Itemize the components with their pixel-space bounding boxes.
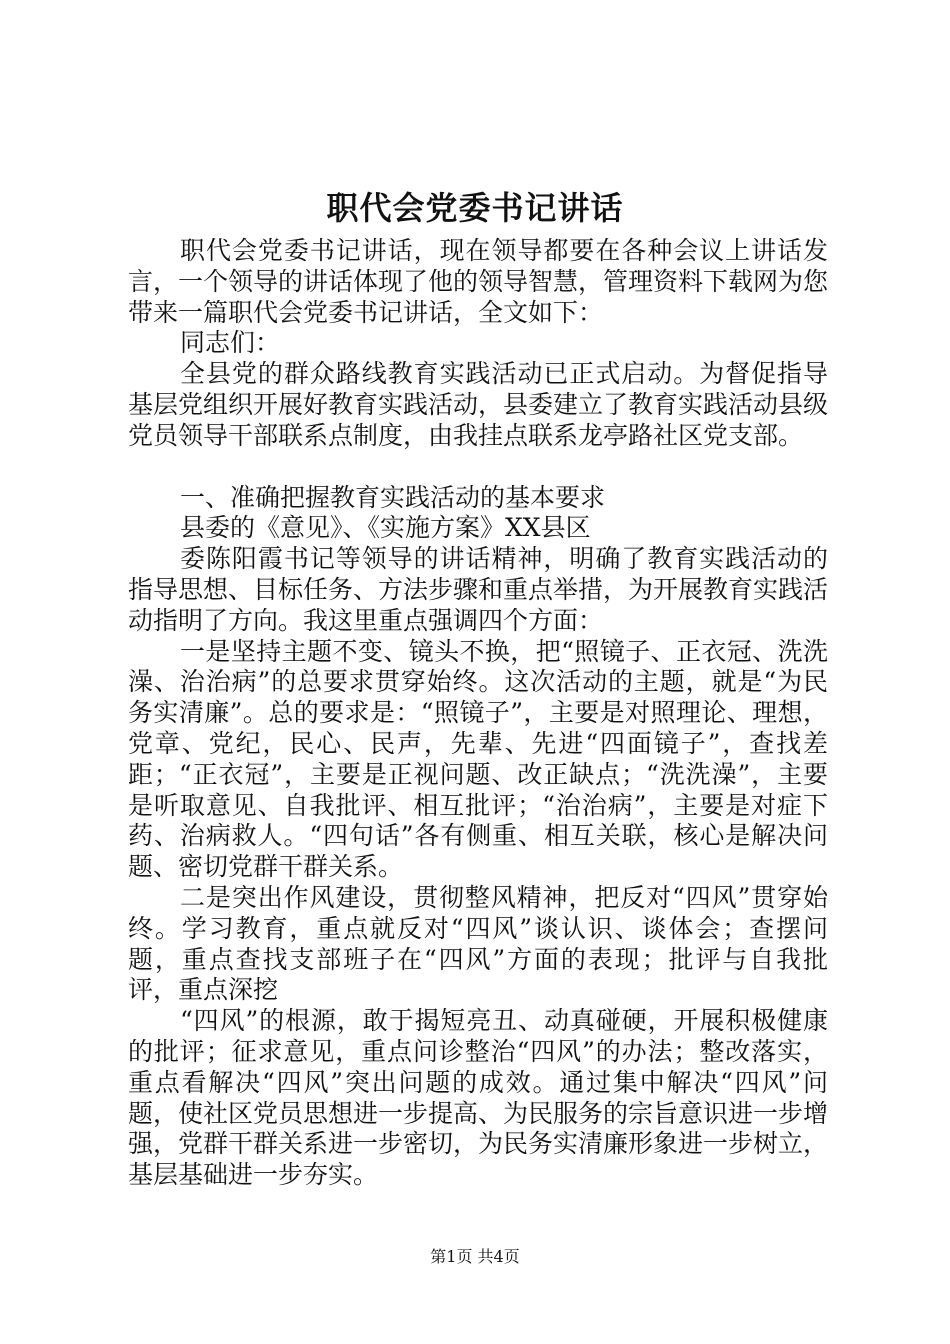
paragraph-point-2-continued: “四风”的根源，敢于揭短亮丑、动真碰硬，开展积极健康的批评；征求意见，重点问诊整治“四风”的办法；整改落实，重点看解决“四风”突出问题的成效。通过集中解决“四风”问题，使社区党员思想进一步提高、为民服务的宗旨意识进一步增强，党群干群关系进一步密切，为民务实清廉形象进一步树立，基层基础进一步夯实。	[128, 1006, 829, 1190]
document-body	[128, 236, 828, 1191]
paragraph-guidance: 委陈阳霞书记等领导的讲话精神，明确了教育实践活动的指导思想、目标任务、方法步骤和重点举措，为开展教育实践活动指明了方向。我这里重点强调四个方面：	[128, 544, 829, 635]
paragraph-point-1: 一是坚持主题不变、镜头不换，把“照镜子、正衣冠、洗洗澡、治治病”的总要求贯穿始终。这次活动的主题，就是“为民务实清廉”。总的要求是：“照镜子”，主要是对照理论、理想，党章、党纪，民心、民声，先辈、先进“四面镜子”，查找差距；“正衣冠”，主要是正视问题、改正缺点；“洗洗澡”，主要是听取意见、自我批评、相互批评；“治治病”，主要是对症下药、治病救人。“四句话”各有侧重、相互关联，核心是解决问题、密切党群干群关系。	[128, 636, 828, 882]
paragraph-intro: 职代会党委书记讲话，现在领导都要在各种会议上讲话发言，一个领导的讲话体现了他的领导智慧，管理资料下载网为您带来一篇职代会党委书记讲话，全文如下：	[128, 236, 829, 327]
document-title: 职代会党委书记讲话	[326, 189, 624, 227]
paragraph-documents: 县委的《意见》、《实施方案》XX县区	[180, 513, 591, 543]
paragraph-launch: 全县党的群众路线教育实践活动已正式启动。为督促指导基层党组织开展好教育实践活动，县委建立了教育实践活动县级党员领导干部联系点制度，由我挂点联系龙亭路社区党支部。	[128, 359, 829, 450]
paragraph-salutation: 同志们：	[180, 328, 281, 358]
section-heading-1: 一、准确把握教育实践活动的基本要求	[180, 482, 606, 512]
page-footer: 第1页 共4页	[430, 1247, 520, 1266]
paragraph-point-2: 二是突出作风建设，贯彻整风精神，把反对“四风”贯穿始终。学习教育，重点就反对“四风”谈认识、谈体会；查摆问题，重点查找支部班子在“四风”方面的表现；批评与自我批评，重点深挖	[128, 882, 828, 1005]
